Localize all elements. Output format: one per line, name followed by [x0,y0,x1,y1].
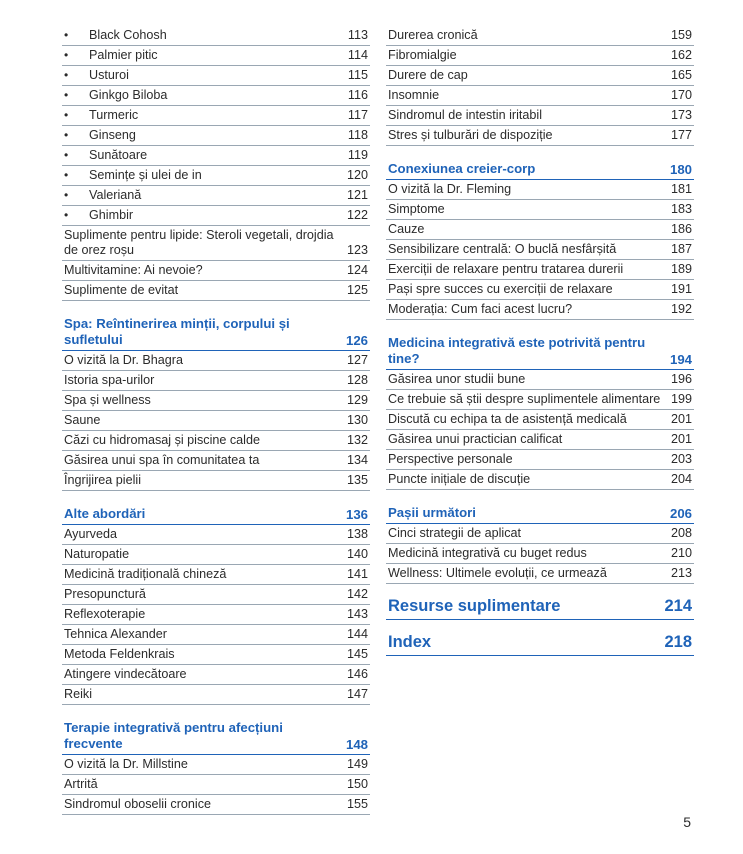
toc-entry-title: Istoria spa-urilor [64,373,155,387]
toc-entry-title: O vizită la Dr. Millstine [64,757,188,771]
toc-entry [62,565,370,585]
toc-entry [62,351,370,371]
toc-entry [386,260,694,280]
toc-entry [62,226,370,261]
toc-entry [62,26,370,46]
toc-entry-page: 201 [670,412,692,426]
toc-entry [386,390,694,410]
toc-entry-title: • Ghimbir [64,208,339,223]
toc-entry-title: Puncte inițiale de discuție [388,472,531,486]
toc-entry [62,146,370,166]
toc-entry-page: 120 [346,168,368,182]
toc-entry-title: Sensibilizare centrală: O buclă nesfârșită [388,242,617,256]
toc-entry-page: 143 [346,607,368,621]
toc-entry-title: Tehnica Alexander [64,627,167,641]
toc-entry-title: Îngrijirea pielii [64,473,141,487]
toc-entry [386,180,694,200]
toc-entry [386,300,694,320]
toc-entry-title: O vizită la Dr. Fleming [388,182,512,196]
toc-entry [386,126,694,146]
toc-entry-page: 119 [347,148,368,162]
toc-entry-title: Exerciții de relaxare pentru tratarea durerii [388,262,624,276]
toc-entry-page: 194 [669,352,692,367]
toc-entry-page: 162 [670,48,692,62]
toc-entry [386,200,694,220]
toc-entry [62,281,370,301]
toc-entry-title: Găsirea unui practician calificat [388,432,563,446]
toc-entry-page: 142 [346,587,368,601]
toc-entry-page: 148 [345,737,368,752]
toc-entry-page: 165 [670,68,692,82]
toc-entry-page: 118 [347,128,368,142]
toc-entry-page: 210 [670,546,692,560]
toc-entry [386,86,694,106]
toc-entry-page: 149 [346,757,368,771]
toc-entry-page: 206 [669,506,692,521]
toc-section-heading [62,314,370,351]
toc-entry-title: • Ginkgo Biloba [64,88,340,103]
toc-entry [62,545,370,565]
toc-entry-page: 150 [346,777,368,791]
toc-entry-page: 201 [670,432,692,446]
toc-section-heading [386,594,694,620]
toc-entry-title: • Ginseng [64,128,340,143]
toc-entry-title: • Sunătoare [64,148,340,163]
toc-entry [62,411,370,431]
toc-entry-title: Multivitamine: Ai nevoie? [64,263,203,277]
toc-entry-title: Suplimente pentru lipide: Steroli vegetali, drojdia de orez roșu [64,228,334,257]
toc-entry-page: 170 [670,88,692,102]
toc-entry-page: 126 [345,333,368,348]
toc-entry-page: 113 [347,28,368,42]
toc-entry-title: Terapie integrativă pentru afecțiuni frecvente [64,720,283,751]
toc-entry-title: Durerea cronică [388,28,478,42]
toc-section-heading [62,504,370,525]
toc-entry-page: 121 [346,188,368,202]
toc-entry-title: Presopunctură [64,587,146,601]
toc-entry [62,371,370,391]
toc-entry-page: 204 [670,472,692,486]
toc-entry-page: 130 [346,413,368,427]
toc-entry-title: Găsirea unor studii bune [388,372,526,386]
toc-entry-page: 173 [670,108,692,122]
toc-section-heading [386,333,694,370]
toc-entry-page: 186 [670,222,692,236]
toc-entry-title: Simptome [388,202,445,216]
toc-entry-page: 192 [670,302,692,316]
toc-entry-page: 177 [670,128,692,142]
toc-entry-title: Spa: Reîntinerirea minții, corpului și sufletului [64,316,290,347]
toc-entry-title: Sindromul de intestin iritabil [388,108,542,122]
toc-entry-title: O vizită la Dr. Bhagra [64,353,183,367]
toc-entry [62,605,370,625]
toc-entry [386,470,694,490]
toc-entry-title: Conexiunea creier-corp [388,161,536,176]
toc-entry-title: Durere de cap [388,68,468,82]
toc-entry [62,186,370,206]
toc-entry [386,46,694,66]
toc-entry-title: Wellness: Ultimele evoluții, ce urmează [388,566,607,580]
toc-entry-title: Naturopatie [64,547,130,561]
toc-entry-title: Pașii următori [388,505,476,520]
toc-section-heading [386,503,694,524]
toc-entry-page: 117 [347,108,368,122]
toc-entry-title: Cauze [388,222,425,236]
toc-entry [62,665,370,685]
toc-entry [62,775,370,795]
toc-entry-title: Insomnie [388,88,440,102]
toc-entry [386,410,694,430]
toc-entry-title: Saune [64,413,101,427]
toc-entry [386,280,694,300]
toc-entry-title: • Black Cohosh [64,28,340,43]
toc-entry [386,26,694,46]
toc-entry-page: 218 [664,633,692,651]
toc-entry-page: 147 [346,687,368,701]
toc-entry [62,166,370,186]
toc-right-column [386,26,694,656]
toc-entry-page: 146 [346,667,368,681]
toc-entry-page: 208 [670,526,692,540]
toc-entry-title: Cinci strategii de aplicat [388,526,521,540]
toc-entry [62,685,370,705]
toc-entry [62,206,370,226]
toc-entry-page: 181 [670,182,692,196]
toc-entry [62,755,370,775]
toc-section-heading [386,159,694,180]
toc-entry-title: Alte abordări [64,506,146,521]
toc-entry-title: • Usturoi [64,68,340,83]
toc-entry [386,450,694,470]
toc-entry-page: 203 [670,452,692,466]
toc-entry-title: Fibromialgie [388,48,457,62]
toc-entry-page: 125 [346,283,368,297]
toc-entry-page: 145 [346,647,368,661]
toc-entry-page: 124 [346,263,368,277]
toc-left-column [62,26,370,815]
toc-entry-title: Suplimente de evitat [64,283,179,297]
toc-entry [386,564,694,584]
toc-entry-page: 155 [346,797,368,811]
toc-entry-page: 123 [346,243,368,257]
toc-entry-page: 199 [670,392,692,406]
toc-entry-title: Atingere vindecătoare [64,667,187,681]
toc-entry-title: Artrită [64,777,98,791]
toc-entry [386,220,694,240]
toc-entry [62,451,370,471]
toc-entry [386,106,694,126]
page-number: 5 [683,814,691,830]
toc-entry [62,126,370,146]
toc-entry-title: Perspective personale [388,452,513,466]
toc-entry-title: Sindromul oboselii cronice [64,797,211,811]
toc-entry-title: Medicină integrativă cu buget redus [388,546,587,560]
toc-entry-page: 122 [346,208,368,222]
toc-entry-page: 159 [670,28,692,42]
toc-entry-title: Spa și wellness [64,393,151,407]
toc-entry-title: Index [388,633,432,651]
toc-entry-title: Resurse suplimentare [388,597,561,615]
toc-entry-title: Medicină tradițională chineză [64,567,227,581]
toc-entry-page: 214 [664,597,692,615]
toc-section-heading [386,630,694,656]
toc-entry-title: • Turmeric [64,108,340,123]
toc-entry [62,585,370,605]
toc-section-heading [62,718,370,755]
toc-entry [62,431,370,451]
toc-entry-page: 191 [670,282,692,296]
toc-entry-page: 140 [346,547,368,561]
toc-entry-title: • Semințe și ulei de in [64,168,339,183]
toc-entry-page: 114 [347,48,368,62]
toc-entry-page: 129 [346,393,368,407]
toc-entry [62,625,370,645]
toc-entry-page: 134 [346,453,368,467]
toc-entry [386,370,694,390]
toc-entry [386,430,694,450]
toc-entry-page: 189 [670,262,692,276]
toc-entry-page: 187 [670,242,692,256]
toc-entry-page: 180 [669,162,692,177]
toc-entry [62,46,370,66]
toc-entry-title: Discută cu echipa ta de asistență medicală [388,412,627,426]
toc-entry [62,471,370,491]
toc-entry-page: 213 [670,566,692,580]
toc-entry-title: Medicina integrativă este potrivită pentru tine? [388,335,646,366]
toc-entry-page: 196 [670,372,692,386]
toc-entry-page: 183 [670,202,692,216]
toc-entry-page: 128 [346,373,368,387]
toc-entry-title: Reiki [64,687,92,701]
toc-entry [62,525,370,545]
toc-entry-title: • Palmier pitic [64,48,340,63]
toc-entry-page: 138 [346,527,368,541]
toc-entry [62,86,370,106]
toc-entry-title: • Valeriană [64,188,339,203]
toc-entry [386,240,694,260]
toc-entry-title: Moderația: Cum faci acest lucru? [388,302,573,316]
toc-entry-page: 135 [346,473,368,487]
toc-entry-title: Ayurveda [64,527,117,541]
toc-entry-page: 144 [346,627,368,641]
toc-entry-title: Reflexoterapie [64,607,146,621]
toc-entry [386,66,694,86]
toc-entry-title: Ce trebuie să știi despre suplimentele alimentare [388,392,661,406]
toc-entry [386,544,694,564]
toc-entry-page: 141 [346,567,368,581]
toc-entry [386,524,694,544]
toc-entry-page: 132 [346,433,368,447]
toc-entry-page: 127 [346,353,368,367]
toc-entry-page: 116 [347,88,368,102]
toc-entry-page: 115 [347,68,368,82]
toc-entry [62,391,370,411]
toc-entry-title: Căzi cu hidromasaj și piscine calde [64,433,260,447]
toc-entry-page: 136 [345,507,368,522]
toc-entry [62,261,370,281]
toc-entry [62,106,370,126]
toc-entry-title: Stres și tulburări de dispoziție [388,128,553,142]
toc-entry-title: Pași spre succes cu exerciții de relaxare [388,282,613,296]
toc-entry-title: Metoda Feldenkrais [64,647,175,661]
toc-entry [62,645,370,665]
toc-entry-title: Găsirea unui spa în comunitatea ta [64,453,260,467]
toc-entry [62,795,370,815]
toc-entry [62,66,370,86]
